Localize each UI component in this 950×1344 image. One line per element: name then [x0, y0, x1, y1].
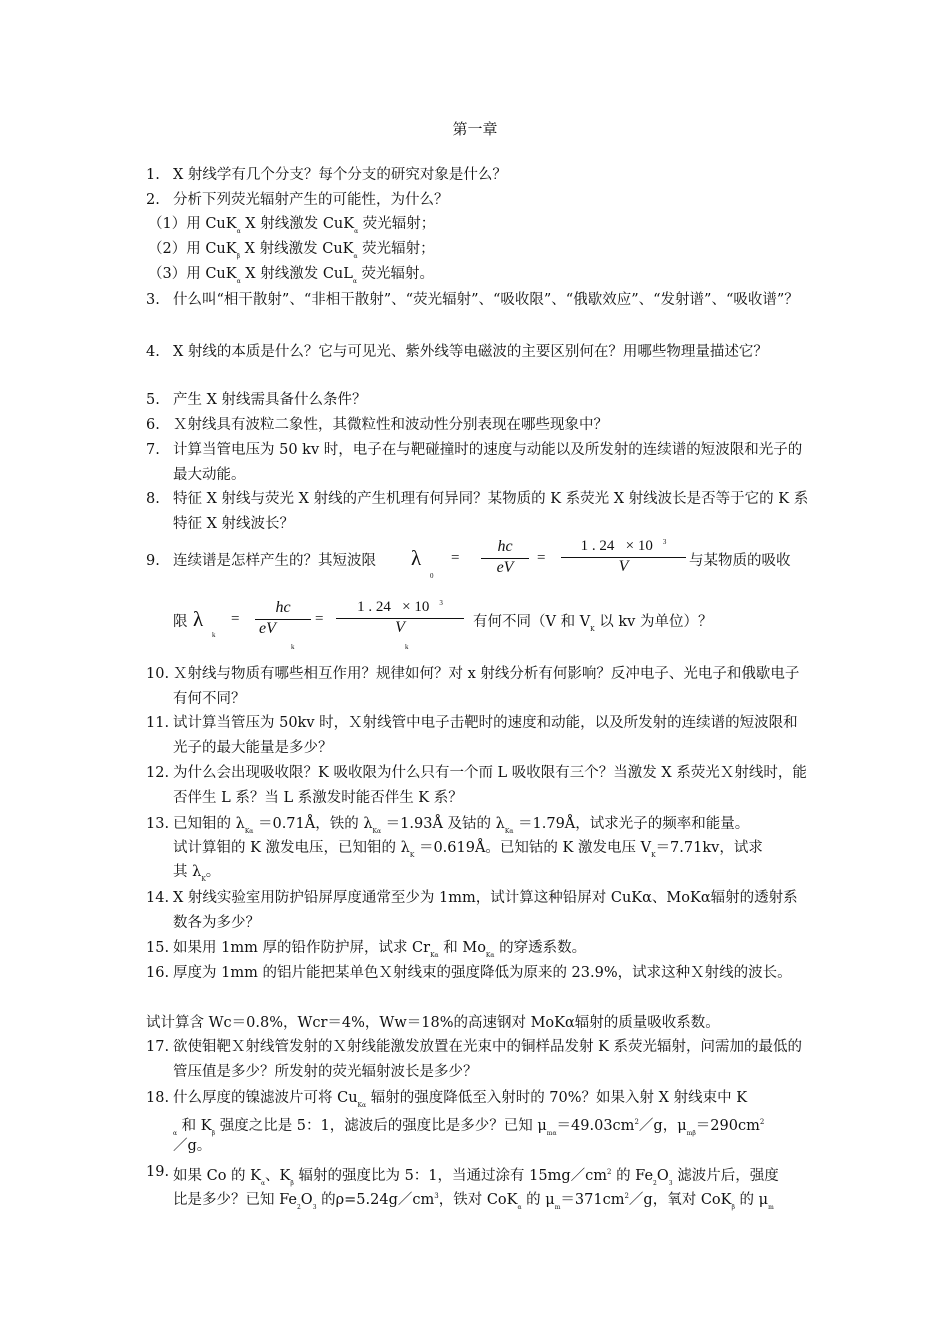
question-4: [146, 340, 810, 365]
question-18-number: 18.: [146, 1090, 170, 1106]
absorption-limit-formula: λ k = hc eV k = 1 . 24 × 10 $^3$ V k: [193, 597, 468, 653]
question-text: 产生 X 射线需具备什么条件？: [173, 392, 367, 408]
question-5: [146, 388, 810, 413]
question-18-line1: 什么厚度的镍滤波片可将 $Cu_{K\alpha}$ 辐射的强度降低至入射时的 70%？如果入射 X 射线束中 K: [173, 1090, 748, 1109]
question-2-subitem-1: （1）用 CuK$_\alpha$ X 射线激发 CuK$_\alpha$ 荧光辐射；: [148, 216, 436, 235]
question-12: [146, 761, 810, 810]
question-number: 12.: [146, 765, 170, 781]
question-text: X 射线学有几个分支？每个分支的研究对象是什么？: [173, 167, 507, 183]
short-wave-limit-formula: λ 0 = hc eV = 1 . 24 × 10 $^3$ V: [411, 536, 691, 588]
question-14: [146, 886, 810, 935]
question-15-number: 15.: [146, 940, 170, 956]
question-text: 什么叫“相干散射”、“非相干散射”、“荧光辐射”、“吸收限”、“俄歇效应”、“发射谱”、“吸收谱”？: [173, 292, 799, 308]
question-number: 4.: [146, 344, 160, 360]
question-19-number: 19.: [146, 1164, 170, 1180]
question-number: 17.: [146, 1039, 170, 1055]
question-2-subitem-3: （3）用 CuK$_\alpha$ X 射线激发 CuL$_\alpha$ 荧光辐射。: [148, 266, 435, 285]
question-text: 试计算当管压为 50kv 时，Ｘ射线管中电子击靶时的速度和动能，以及所发射的连续谱的短波限和光子的最大能量是多少？: [173, 715, 798, 756]
question-7: [146, 438, 810, 487]
question-8: [146, 487, 810, 536]
question-19-line2: 比是多少？已知 $Fe_2O_3$ 的$\rho=5.24g/cm^3$，铁对 CoK$_\alpha$ 的 $\mu_m=371cm^2/g$，氧对 CoK$_\beta$ 的 $\mu_m$: [173, 1191, 774, 1211]
question-9-line2-lead: 限: [173, 614, 188, 630]
question-number: 8.: [146, 491, 160, 507]
question-2: [146, 188, 810, 213]
question-2-subitem-2: （2）用 CuK$_\beta$ X 射线激发 CuK$_\alpha$ 荧光辐射；: [148, 241, 435, 260]
question-19-line1: 如果 Co 的 $K_\alpha$、$K_\beta$ 辐射的强度比为 5：1，当通过涂有 $15mg/cm^2$ 的 $Fe_2O_3$ 滤波片后，强度: [173, 1167, 779, 1187]
question-text: 为什么会出现吸收限？K 吸收限为什么只有一个而 L 吸收限有三个？当激发 X 系荧光Ｘ射线时，能否伴生 L 系？当 L 系激发时能否伴生 K 系？: [173, 765, 807, 806]
question-text: 计算当管电压为 50 kv 时，电子在与靶碰撞时的速度与动能以及所发射的连续谱的短波限和光子的最大动能。: [173, 442, 803, 483]
question-text: 特征 X 射线与荧光 X 射线的产生机理有何异同？某物质的 K 系荧光 X 射线波长是否等于它的 K 系特征 X 射线波长？: [173, 491, 809, 532]
question-13-number: 13.: [146, 816, 170, 832]
question-1: [146, 163, 810, 188]
question-9-lead: 连续谱是怎样产生的？其短波限: [173, 553, 376, 569]
question-9-line2-after: 有何不同（V 和 $V_K$ 以 kv 为单位）？: [473, 614, 713, 633]
question-3: [146, 288, 810, 313]
question-number: 11.: [146, 715, 170, 731]
question-text: 分析下列荧光辐射产生的可能性，为什么？: [173, 192, 449, 208]
question-10: [146, 662, 810, 711]
question-17: [146, 1035, 810, 1084]
question-number: 16.: [146, 965, 170, 981]
steel-absorption-question: 试计算含 Wc＝0.8%，Wcr＝4%，Ww＝18%的高速钢对 MoKα辐射的质量吸收系数。: [146, 1015, 720, 1031]
question-18-line2: $_\alpha$ 和 $K_\beta$ 强度之比是 5：1，滤波后的强度比是多少？已知 $\mu_{m\alpha}=49.03cm^2/g$，$\mu_{m\beta}=290cm^2$: [173, 1117, 765, 1137]
question-number: 7.: [146, 442, 160, 458]
question-number: 14.: [146, 890, 170, 906]
question-text: 厚度为 1mm 的铝片能把某单色Ｘ射线束的强度降低为原来的 23.9%，试求这种Ｘ射线的波长。: [173, 965, 792, 981]
question-6: [146, 413, 810, 438]
question-number: 3.: [146, 292, 160, 308]
question-13-line3: 其 $\lambda_K$。: [173, 864, 221, 883]
question-text: Ｘ射线与物质有哪些相互作用？规律如何？对 x 射线分析有何影响？反冲电子、光电子和俄歇电子有何不同？: [173, 666, 800, 707]
question-9-after: 与某物质的吸收: [689, 553, 791, 569]
question-13-line2: 试计算钼的 K 激发电压，已知钼的 $\lambda_K$ ＝0.619Å。已知钴的 K 激发电压 $V_K=7.71kv$，试求: [173, 840, 763, 859]
question-number: 5.: [146, 392, 160, 408]
question-text: X 射线的本质是什么？它与可见光、紫外线等电磁波的主要区别何在？用哪些物理量描述它？: [173, 344, 768, 360]
question-9-number: 9.: [146, 553, 160, 569]
question-13-line1: 已知钼的 $\lambda_{K\alpha}$ ＝0.71Å，铁的 $\lambda_{K\alpha}$ ＝1.93Å 及钴的 $\lambda_{K\alpha}$ ＝1.79Å，试求光子的频率和能量。: [173, 816, 750, 835]
question-15-text: 如果用 1mm 厚的铅作防护屏，试求 $Cr_{K\alpha}$ 和 $Mo_{K\alpha}$ 的穿透系数。: [173, 940, 587, 959]
question-number: 6.: [146, 417, 160, 433]
question-text: X 射线实验室用防护铅屏厚度通常至少为 1mm，试计算这种铅屏对 CuKα、MoKα辐射的透射系数各为多少？: [173, 890, 798, 931]
chapter-title: 第一章: [452, 120, 498, 138]
question-number: 10.: [146, 666, 170, 682]
question-text: Ｘ射线具有波粒二象性，其微粒性和波动性分别表现在哪些现象中？: [173, 417, 608, 433]
question-11: [146, 711, 810, 760]
question-18-line3: ／g。: [173, 1138, 212, 1154]
question-number: 2.: [146, 192, 160, 208]
question-16: [146, 961, 810, 986]
question-number: 1.: [146, 167, 160, 183]
question-text: 欲使钼靶Ｘ射线管发射的Ｘ射线能激发放置在光束中的铜样品发射 K 系荧光辐射，问需加的最低的管压值是多少？所发射的荧光辐射波长是多少？: [173, 1039, 803, 1080]
